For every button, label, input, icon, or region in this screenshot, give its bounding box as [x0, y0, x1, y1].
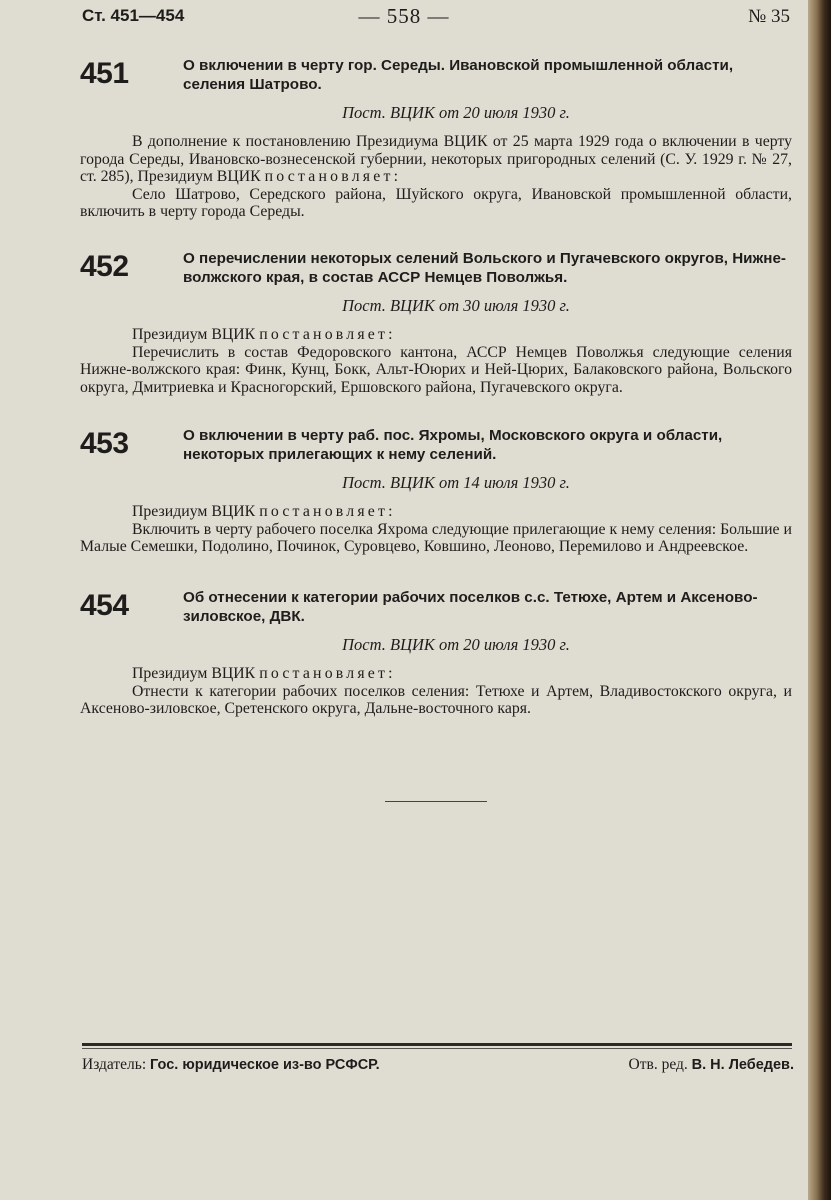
article-body — [80, 503, 792, 556]
article-title: О перечислении некоторых селений Вольского и Пугачевского округов, Нижне-волжского края, в состав АССР Немцев Поволжья. — [183, 250, 786, 286]
editor-info — [629, 1056, 794, 1074]
publisher-name: Гос. юридическое из-во РСФСР. — [150, 1057, 380, 1073]
resolution-text: Село Шатрово, Середского района, Шуйского округа, Ивановской промышленной области, включить в черту города Середы. — [80, 185, 792, 220]
article-453 — [80, 427, 792, 556]
article-454 — [80, 589, 792, 718]
section-divider — [385, 801, 487, 802]
footer-rule — [82, 1043, 792, 1046]
issue-number: № 35 — [748, 6, 790, 27]
article-title: О включении в черту раб. пос. Яхромы, Московского округа и области, некоторых прилегающих к нему селений. — [183, 427, 723, 463]
resolution-text: Включить в черту рабочего поселка Яхрома следующие прилегающие к нему селения: Большие и Малые Семешки, Подолино, Починок, Суровцево, Ковшино, Леоново, Перемилово и Андреевское. — [80, 520, 792, 555]
resolution-text: Перечислить в состав Федоровского кантона, АССР Немцев Поволжья следующие селения Нижне-волжского края: Финк, Кунц, Бокк, Альт-Ююрих и Ней-Цюрих, Балаковского района, Вольского округа, Дмитриевка и Красногорский, Ершовского района, Пугачевского округа. — [80, 343, 792, 396]
article-body — [80, 326, 792, 396]
preamble — [80, 665, 792, 683]
preamble-text: Президиум ВЦИК — [132, 503, 256, 520]
decree-date: Пост. ВЦИК от 30 июля 1930 г. — [342, 296, 570, 315]
preamble — [80, 326, 792, 344]
article-range: Ст. 451—454 — [82, 6, 185, 25]
decree-date: Пост. ВЦИК от 20 июля 1930 г. — [342, 103, 570, 122]
decree-date: Пост. ВЦИК от 14 июля 1930 г. — [342, 473, 570, 492]
article-title: О включении в черту гор. Середы. Ивановской промышленной области, селения Шатрово. — [183, 57, 734, 93]
resolves-word: постановляет: — [264, 168, 402, 185]
resolves-word: постановляет: — [259, 326, 396, 343]
article-number: 451 — [80, 57, 129, 90]
editor-label: Отв. ред. — [628, 1056, 688, 1073]
preamble-text: В дополнение к постановлению Президиума ВЦИК от 25 марта 1929 года о включении в черту города Середы, Ивановско-вознесенской губернии, некоторых пригородных селений (С. У. 1929 г. № 27, ст. 285), Президиум ВЦИК — [80, 133, 792, 185]
running-head — [0, 4, 808, 32]
article-body — [80, 665, 792, 718]
article-title: Об отнесении к категории рабочих поселков с.с. Тетюхе, Артем и Аксеново-зиловское, ДВК. — [183, 589, 758, 625]
article-number: 452 — [80, 250, 129, 283]
book-spine-edge — [808, 0, 831, 1200]
page-number: — 558 — — [358, 4, 450, 28]
preamble-text: Президиум ВЦИК — [132, 665, 256, 682]
resolves-word: постановляет: — [259, 665, 396, 682]
article-452 — [80, 250, 792, 396]
article-body — [80, 133, 792, 221]
decree-date: Пост. ВЦИК от 20 июля 1930 г. — [342, 635, 570, 654]
article-number: 454 — [80, 589, 129, 622]
resolution-text: Отнести к категории рабочих поселков селения: Тетюхе и Артем, Владивостокского округа, и Аксеново-зиловское, Сретенского округа, Дальне-восточного каря. — [80, 682, 792, 717]
resolves-word: постановляет: — [259, 503, 396, 520]
footer-rule-thin — [82, 1048, 792, 1049]
editor-name: В. Н. Лебедев. — [691, 1057, 794, 1073]
publisher-info — [82, 1056, 380, 1074]
article-number: 453 — [80, 427, 129, 460]
preamble — [80, 503, 792, 521]
preamble-text: Президиум ВЦИК — [132, 326, 256, 343]
preamble — [80, 133, 792, 186]
article-451 — [80, 57, 792, 221]
publisher-label: Издатель: — [82, 1056, 147, 1073]
